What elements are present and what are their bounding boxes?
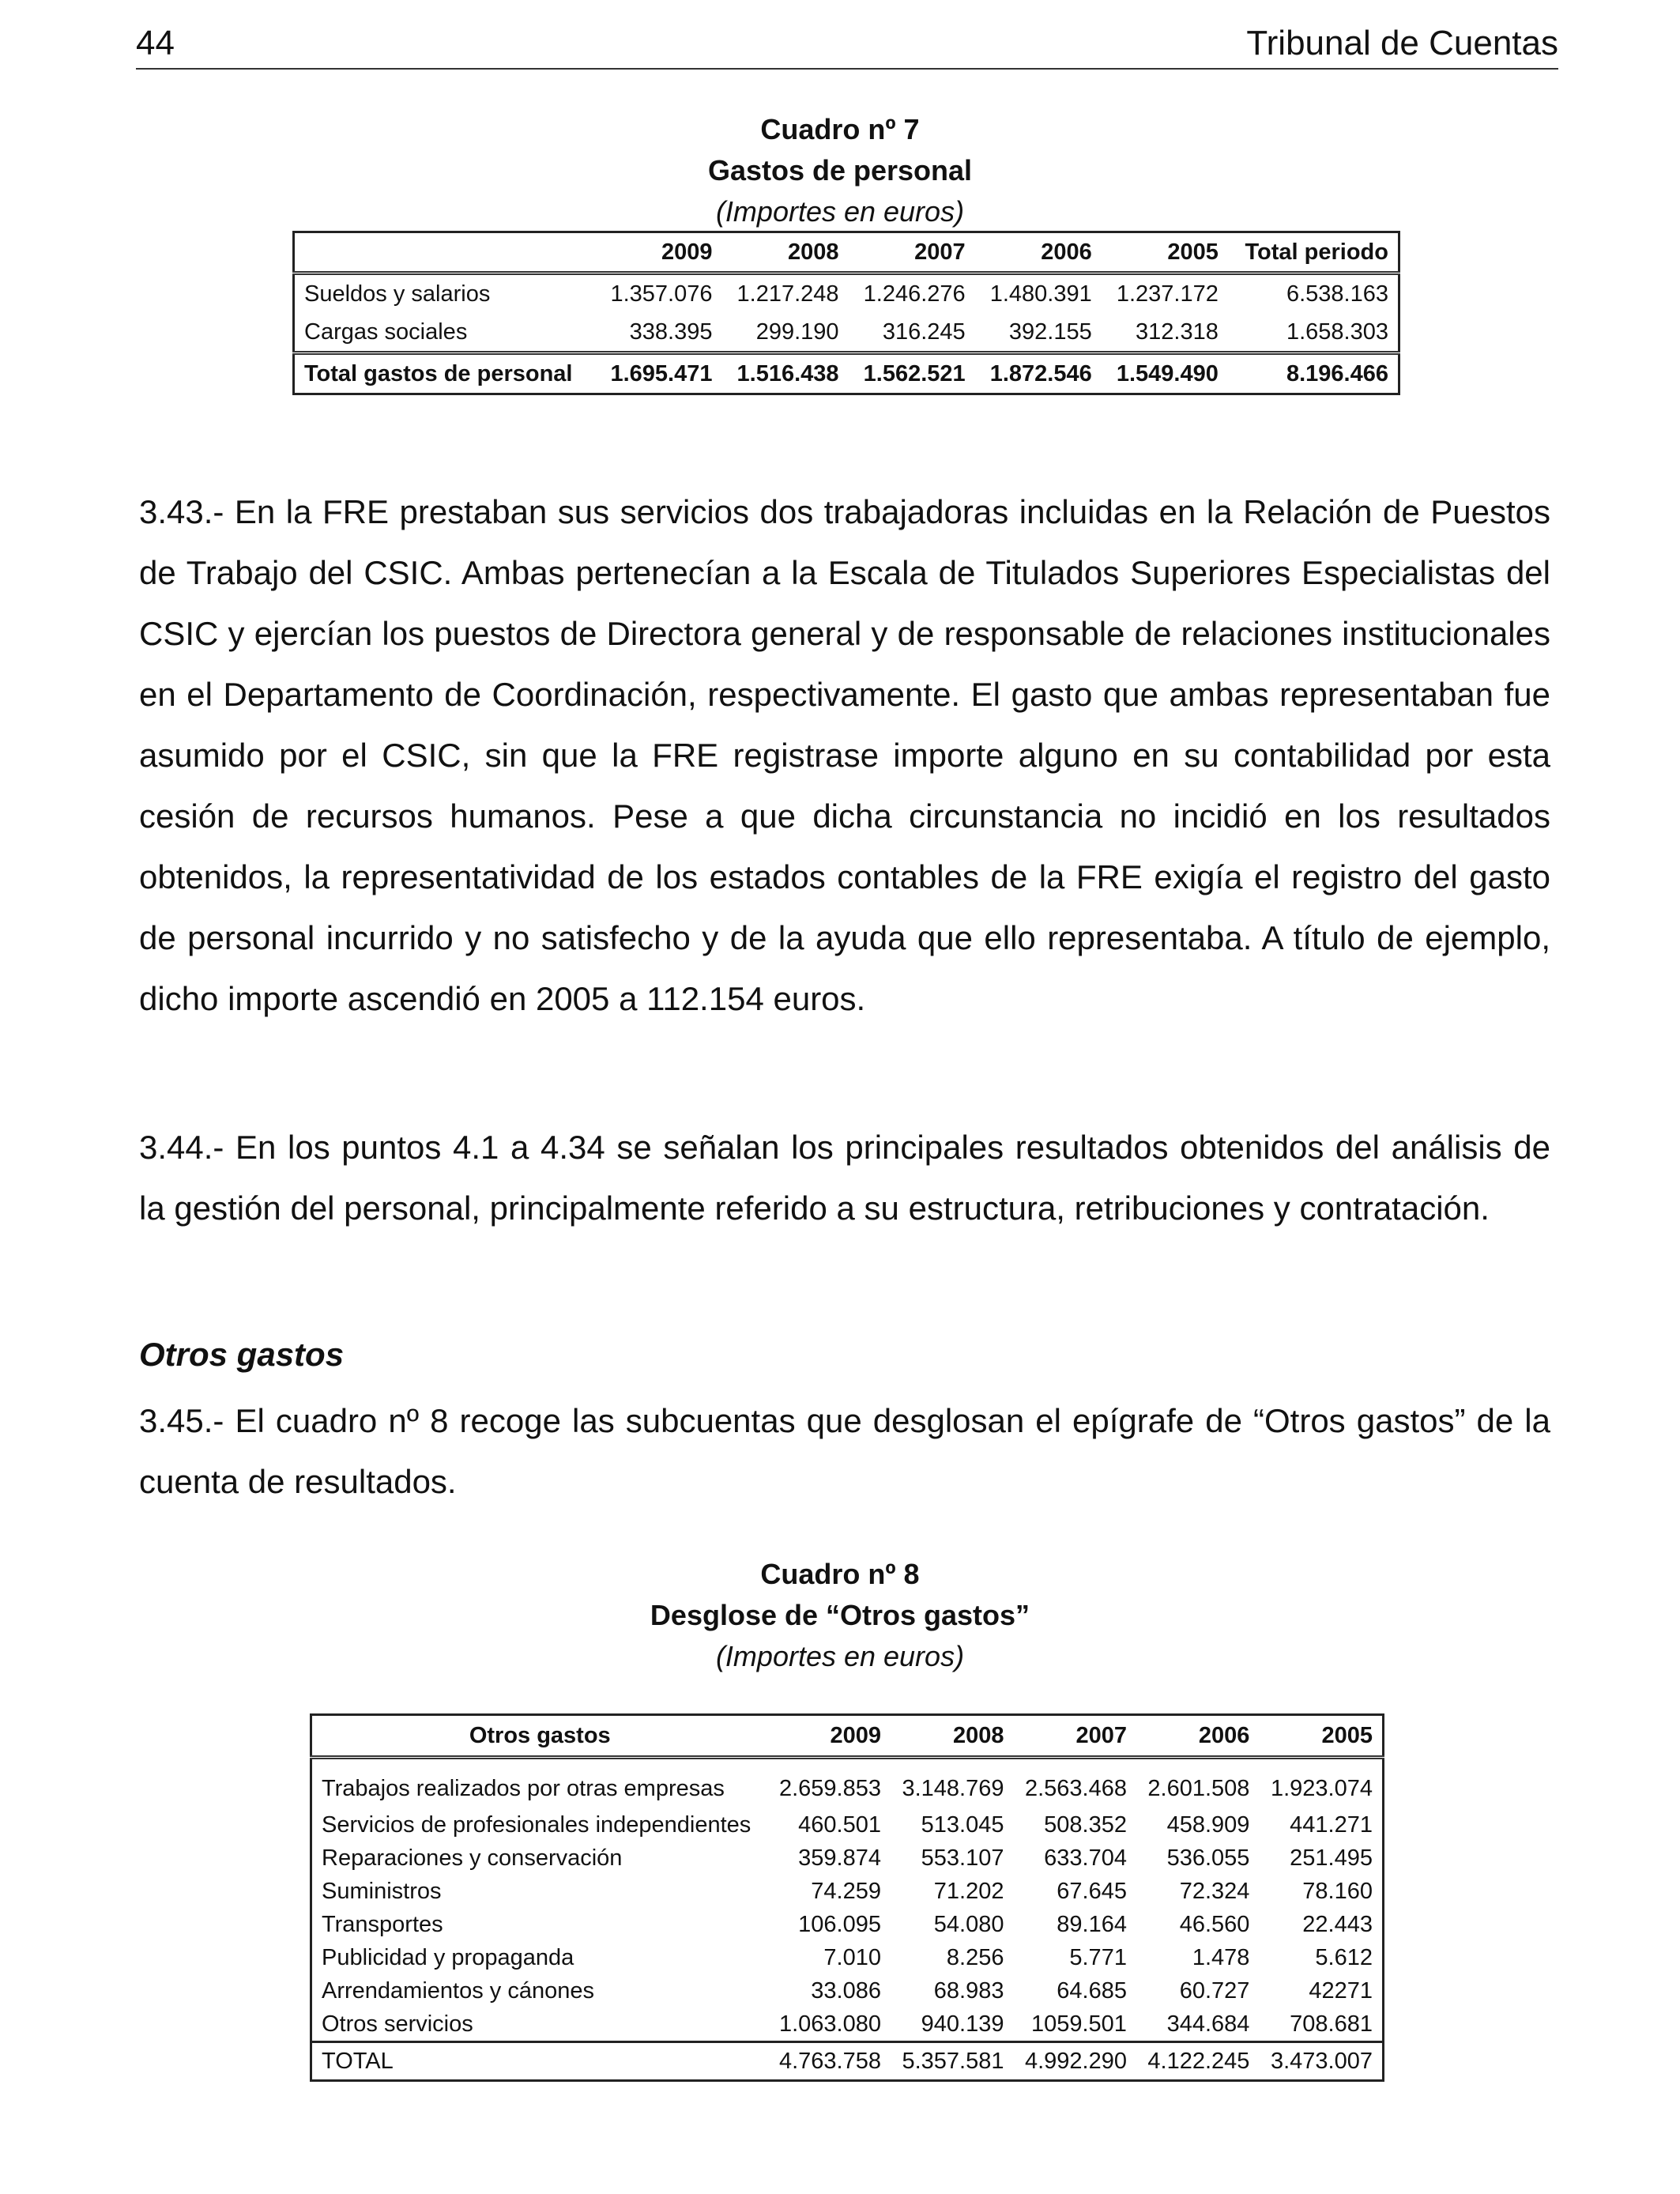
cell: 338.395 xyxy=(629,319,713,345)
paragraph-3-45: 3.45.- El cuadro nº 8 recoge las subcuentas que desglosan el epígrafe de “Otros gastos” de la cuenta de resultados. xyxy=(139,1402,1550,1500)
cell: 1.357.076 xyxy=(610,281,713,307)
cell: 6.538.163 xyxy=(1286,281,1388,307)
cell: 67.645 xyxy=(1057,1878,1127,1904)
cell: 441.271 xyxy=(1290,1811,1373,1838)
cell: 106.095 xyxy=(798,1911,881,1937)
cell: 8.196.466 xyxy=(1228,353,1399,394)
cell: 1.246.276 xyxy=(863,281,966,307)
paragraph-3-44: 3.44.- En los puntos 4.1 a 4.34 se señalan los principales resultados obtenidos del análisis de la gestión del personal, principalmente referido a su estructura, retribuciones y contratación. xyxy=(139,1129,1550,1227)
cell: 359.874 xyxy=(798,1845,881,1871)
table8-caption xyxy=(0,1554,1680,1677)
table-row xyxy=(311,1758,1384,1809)
cell: 5.612 xyxy=(1315,1944,1373,1970)
row-label: Total gastos de personal xyxy=(294,353,596,394)
cell: 54.080 xyxy=(933,1911,1004,1937)
cell: 89.164 xyxy=(1057,1911,1127,1937)
table-row xyxy=(311,1941,1384,1974)
cell: 46.560 xyxy=(1179,1911,1250,1937)
table7-number: Cuadro nº 7 xyxy=(760,113,920,145)
cell: 4.992.290 xyxy=(1013,2042,1136,2081)
cell: 1.872.546 xyxy=(975,353,1102,394)
cell: 251.495 xyxy=(1290,1845,1373,1871)
table7-col-header: 2005 xyxy=(1102,232,1228,273)
cell: 5.771 xyxy=(1069,1944,1127,1970)
row-label: Suministros xyxy=(322,1878,442,1904)
cell: 64.685 xyxy=(1057,1977,1127,2004)
running-title: Tribunal de Cuentas xyxy=(1246,24,1558,62)
cell: 5.357.581 xyxy=(891,2042,1013,2081)
cell: 1059.501 xyxy=(1030,2011,1127,2037)
cell: 1.549.490 xyxy=(1102,353,1228,394)
table-row xyxy=(294,273,1399,314)
table8-col-header: Otros gastos xyxy=(311,1715,768,1758)
cell: 312.318 xyxy=(1136,319,1219,345)
row-label: TOTAL xyxy=(311,2042,768,2081)
cell: 3.148.769 xyxy=(902,1775,1004,1801)
row-label: Publicidad y propaganda xyxy=(322,1944,574,1970)
section-heading: Otros gastos xyxy=(139,1336,345,1373)
row-label: Cargas sociales xyxy=(304,319,468,345)
cell: 1.658.303 xyxy=(1286,319,1388,345)
cell: 33.086 xyxy=(811,1977,881,2004)
cell: 940.139 xyxy=(921,2011,1004,2037)
cell: 2.563.468 xyxy=(1024,1775,1127,1801)
table7-gastos-personal xyxy=(292,231,1400,395)
table7-col-header: 2008 xyxy=(721,232,848,273)
cell: 1.478 xyxy=(1192,1944,1250,1970)
table8-col-header: 2007 xyxy=(1013,1715,1136,1758)
table7-col-header xyxy=(294,232,596,273)
table-row xyxy=(311,2007,1384,2042)
table8-units: (Importes en euros) xyxy=(715,1640,965,1672)
cell: 1.063.080 xyxy=(778,2011,881,2037)
cell: 536.055 xyxy=(1166,1845,1250,1871)
row-label: Sueldos y salarios xyxy=(304,281,491,307)
table7-col-header: 2006 xyxy=(975,232,1102,273)
table-row xyxy=(311,1974,1384,2007)
page-header xyxy=(136,24,1558,70)
cell: 1.516.438 xyxy=(721,353,848,394)
page-number: 44 xyxy=(136,24,175,62)
row-label: Transportes xyxy=(322,1911,443,1937)
cell: 633.704 xyxy=(1044,1845,1127,1871)
table7-title: Gastos de personal xyxy=(707,154,973,187)
cell: 1.923.074 xyxy=(1270,1775,1373,1801)
cell: 8.256 xyxy=(946,1944,1004,1970)
cell: 708.681 xyxy=(1290,2011,1373,2037)
cell: 344.684 xyxy=(1166,2011,1250,2037)
table8-header-row xyxy=(311,1715,1384,1758)
cell: 1.562.521 xyxy=(849,353,975,394)
table7-col-header: 2009 xyxy=(595,232,721,273)
cell: 4.122.245 xyxy=(1136,2042,1259,2081)
cell: 42271 xyxy=(1309,1977,1373,2004)
cell: 1.237.172 xyxy=(1116,281,1219,307)
row-label: Trabajos realizados por otras empresas xyxy=(322,1775,725,1801)
cell: 2.601.508 xyxy=(1147,1775,1250,1801)
table-row xyxy=(311,1842,1384,1875)
table-row xyxy=(311,1908,1384,1941)
row-label: Otros servicios xyxy=(322,2011,473,2037)
table8-total-row xyxy=(311,2042,1384,2081)
table8-col-header: 2009 xyxy=(768,1715,891,1758)
cell: 553.107 xyxy=(921,1845,1004,1871)
cell: 78.160 xyxy=(1302,1878,1373,1904)
row-label: Reparaciones y conservación xyxy=(322,1845,623,1871)
table8-col-header: 2005 xyxy=(1259,1715,1383,1758)
cell: 460.501 xyxy=(798,1811,881,1838)
cell: 513.045 xyxy=(921,1811,1004,1838)
table7-header-row xyxy=(294,232,1399,273)
cell: 458.909 xyxy=(1166,1811,1250,1838)
table8-number: Cuadro nº 8 xyxy=(760,1558,920,1590)
cell: 392.155 xyxy=(1008,319,1092,345)
cell: 4.763.758 xyxy=(768,2042,891,2081)
table7-total-row xyxy=(294,353,1399,394)
cell: 1.695.471 xyxy=(595,353,721,394)
cell: 3.473.007 xyxy=(1259,2042,1383,2081)
cell: 299.190 xyxy=(755,319,839,345)
table7-units: (Importes en euros) xyxy=(715,195,965,228)
cell: 1.217.248 xyxy=(736,281,839,307)
table7-caption xyxy=(0,109,1680,232)
cell: 2.659.853 xyxy=(778,1775,881,1801)
cell: 1.480.391 xyxy=(989,281,1092,307)
table-row xyxy=(311,1875,1384,1908)
cell: 74.259 xyxy=(811,1878,881,1904)
table8-col-header: 2008 xyxy=(891,1715,1013,1758)
cell: 7.010 xyxy=(823,1944,881,1970)
cell: 60.727 xyxy=(1179,1977,1250,2004)
row-label: Arrendamientos y cánones xyxy=(322,1977,594,2004)
cell: 71.202 xyxy=(933,1878,1004,1904)
table8-otros-gastos xyxy=(310,1713,1384,2082)
paragraph-3-43: 3.43.- En la FRE prestaban sus servicios dos trabajadoras incluidas en la Relación de Puestos de Trabajo del CSIC. Ambas pertenecían a la Escala de Titulados Superiores Especialistas del CSIC y ejercían los puestos de Directora general y de responsable de relaciones institucionales en el Departamento de Coordinación, respectivamente. El gasto que ambas representaban fue asumido por el CSIC, sin que la FRE registrase importe alguno en su contabilidad por esta cesión de recursos humanos. Pese a que dicha circunstancia no incidió en los resultados obtenidos, la representatividad de los estados contables de la FRE exigía el registro del gasto de personal incurrido y no satisfecho y de la ayuda que ello representaba. A título de ejemplo, dicho importe ascendió en 2005 a 112.154 euros. xyxy=(139,493,1550,1017)
cell: 68.983 xyxy=(933,1977,1004,2004)
table8-title: Desglose de “Otros gastos” xyxy=(650,1599,1030,1631)
table7-col-header: Total periodo xyxy=(1228,232,1399,273)
cell: 22.443 xyxy=(1302,1911,1373,1937)
table-row xyxy=(294,313,1399,353)
table8-col-header: 2006 xyxy=(1136,1715,1259,1758)
table-row xyxy=(311,1808,1384,1842)
cell: 316.245 xyxy=(882,319,966,345)
cell: 72.324 xyxy=(1179,1878,1250,1904)
cell: 508.352 xyxy=(1044,1811,1127,1838)
table7-col-header: 2007 xyxy=(849,232,975,273)
row-label: Servicios de profesionales independientes xyxy=(322,1811,751,1838)
